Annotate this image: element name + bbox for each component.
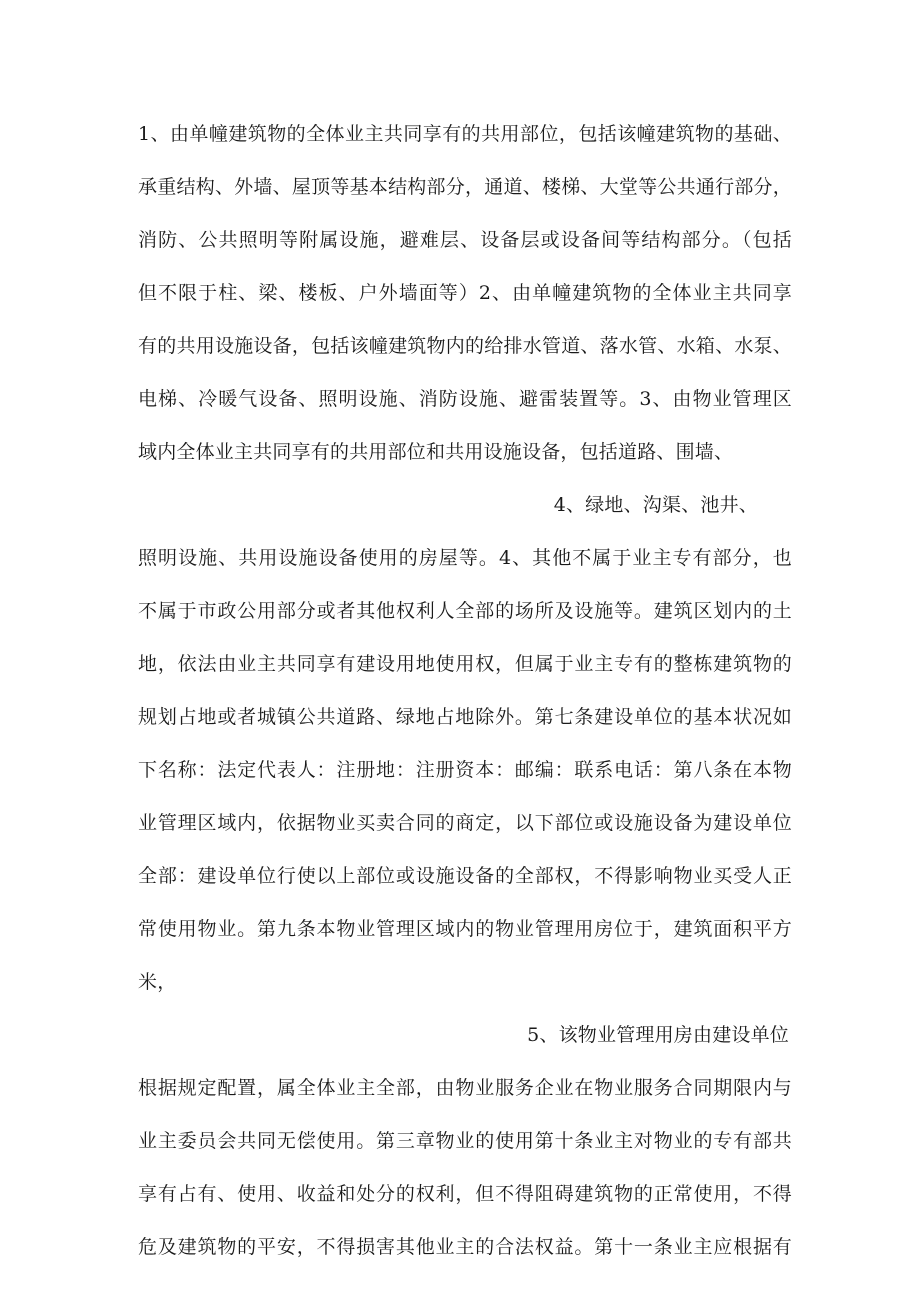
text-line-6: 电梯、冷暖气设备、照明设施、消防设施、避雷装置等。3、由物业管理区 [138, 388, 792, 410]
text-line-17: 米， [138, 971, 177, 993]
text-line-18: 5、该物业管理用房由建设单位 [527, 1024, 789, 1046]
text-line-13: 下名称：法定代表人：注册地：注册资本：邮编：联系电话：第八条在本物 [138, 759, 792, 781]
text-line-11: 地，依法由业主共同享有建设用地使用权，但属于业主专有的整栋建筑物的 [138, 653, 792, 675]
text-line-1: 1、由单幢建筑物的全体业主共同享有的共用部位，包括该幢建筑物的基础、 [138, 123, 792, 145]
text-line-14: 业管理区域内，依据物业买卖合同的商定，以下部位或设施设备为建设单位 [138, 812, 792, 834]
text-line-22: 危及建筑物的平安，不得损害其他业主的合法权益。第十一条业主应根据有 [138, 1236, 792, 1258]
text-line-7: 域内全体业主共同享有的共用部位和共用设施设备，包括道路、围墙、 [138, 441, 734, 463]
text-line-21: 享有占有、使用、收益和处分的权利，但不得阻碍建筑物的正常使用，不得 [138, 1183, 792, 1205]
text-line-8: 4、绿地、沟渠、池井、 [553, 494, 758, 516]
text-line-19: 根据规定配置，属全体业主全部，由物业服务企业在物业服务合同期限内与 [138, 1077, 792, 1099]
text-line-9: 照明设施、共用设施设备使用的房屋等。4、其他不属于业主专有部分，也 [138, 547, 792, 569]
text-line-5: 有的共用设施设备，包括该幢建筑物内的给排水管道、落水管、水箱、水泵、 [138, 335, 792, 357]
text-line-20: 业主委员会共同无偿使用。第三章物业的使用第十条业主对物业的专有部共 [138, 1130, 792, 1152]
text-line-15: 全部：建设单位行使以上部位或设施设备的全部权，不得影响物业买受人正 [138, 865, 792, 887]
text-line-16: 常使用物业。第九条本物业管理区域内的物业管理用房位于，建筑面积平方 [138, 918, 792, 940]
text-line-3: 消防、公共照明等附属设施，避难层、设备层或设备间等结构部分。（包括 [138, 229, 792, 251]
text-line-12: 规划占地或者城镇公共道路、绿地占地除外。第七条建设单位的基本状况如 [138, 706, 792, 728]
text-line-2: 承重结构、外墙、屋顶等基本结构部分，通道、楼梯、大堂等公共通行部分， [138, 176, 792, 198]
text-line-10: 不属于市政公用部分或者其他权利人全部的场所及设施等。建筑区划内的土 [138, 600, 792, 622]
text-line-4: 但不限于柱、梁、楼板、户外墙面等）2、由单幢建筑物的全体业主共同享 [138, 282, 792, 304]
